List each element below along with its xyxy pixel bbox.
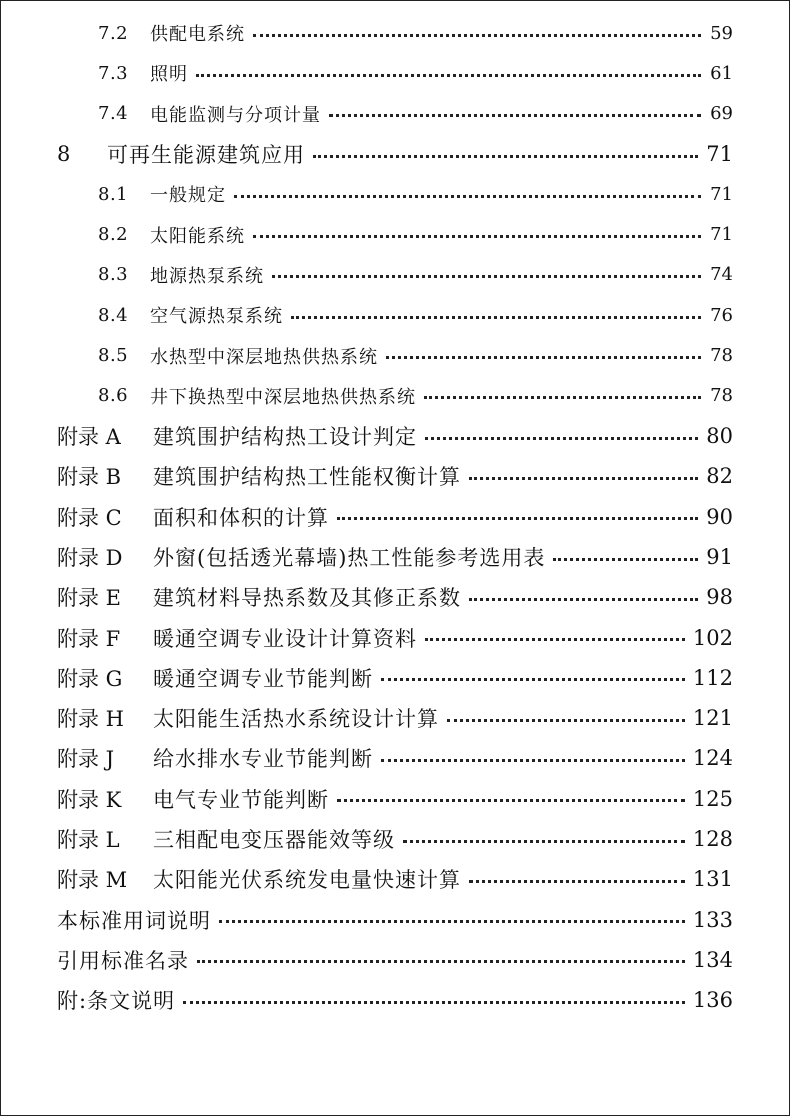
dot-leader: [381, 678, 685, 681]
dot-leader: [313, 155, 698, 158]
toc-entry-page-number: 76: [710, 304, 733, 326]
toc-entry-page-number: 74: [710, 264, 733, 286]
toc-entry[interactable]: [1, 940, 790, 980]
toc-entry-title: 外窗(包括透光幕墙)热工性能参考选用表: [153, 546, 546, 570]
toc-entry-number: 附录 G: [57, 666, 123, 691]
toc-entry-number: 附录 J: [57, 747, 115, 772]
dot-leader: [469, 598, 698, 601]
toc-entry-title: 电气专业节能判断: [153, 787, 329, 812]
toc-entry-title: 电能监测与分项计量: [150, 104, 321, 126]
toc-entry[interactable]: [1, 779, 790, 819]
toc-entry-number: 附录 F: [57, 626, 121, 651]
dot-leader: [337, 799, 685, 802]
toc-entry-page-number: 69: [710, 103, 733, 125]
toc-entry-page-number: 78: [710, 345, 733, 367]
toc-entry-page-number: 71: [706, 142, 733, 167]
dot-leader: [219, 920, 685, 923]
toc-entry-title: 暖通空调专业节能判断: [153, 666, 373, 691]
toc-entry-title: 一般规定: [150, 185, 226, 207]
toc-entry[interactable]: [1, 94, 790, 134]
dot-leader: [253, 235, 701, 238]
table-of-contents: [1, 13, 790, 1020]
toc-entry-number: 附录 H: [57, 707, 124, 732]
toc-entry-title: 建筑围护结构热工设计判定: [153, 425, 417, 450]
toc-entry[interactable]: [1, 819, 790, 859]
dot-leader: [469, 880, 685, 883]
dot-leader: [337, 517, 698, 520]
toc-entry-title: 引用标准名录: [57, 948, 189, 973]
toc-entry[interactable]: [1, 255, 790, 295]
toc-entry-title: 地源热泵系统: [150, 265, 264, 287]
toc-entry-number: 7.4: [98, 103, 129, 125]
toc-entry-number: 7.3: [98, 62, 129, 84]
toc-entry[interactable]: [1, 134, 790, 174]
toc-entry-page-number: 80: [706, 424, 733, 449]
toc-entry-number: 7.2: [98, 22, 129, 44]
dot-leader: [403, 840, 685, 843]
toc-entry-page-number: 134: [692, 947, 733, 972]
toc-entry-title: 太阳能生活热水系统设计计算: [153, 707, 439, 732]
toc-entry-page-number: 128: [692, 827, 733, 852]
dot-leader: [447, 719, 685, 722]
dot-leader: [424, 396, 701, 399]
toc-entry-page-number: 136: [692, 988, 733, 1013]
toc-entry-title: 本标准用词说明: [57, 908, 211, 933]
toc-entry[interactable]: [1, 174, 790, 214]
dot-leader: [291, 316, 701, 319]
toc-entry-page-number: 90: [706, 504, 733, 529]
dot-leader: [425, 638, 685, 641]
toc-entry[interactable]: [1, 214, 790, 254]
toc-entry-number: 8.1: [98, 183, 129, 205]
toc-entry-page-number: 133: [692, 907, 733, 932]
toc-entry-page-number: 91: [706, 545, 733, 569]
toc-entry[interactable]: [1, 859, 790, 899]
dot-leader: [196, 74, 701, 77]
toc-entry-page-number: 61: [710, 62, 733, 84]
toc-entry-page-number: 98: [706, 585, 733, 610]
toc-entry[interactable]: [1, 376, 790, 416]
toc-entry[interactable]: [1, 980, 790, 1020]
toc-entry-title: 可再生能源建筑应用: [107, 143, 305, 168]
toc-entry-number: 附录 M: [57, 868, 128, 893]
dot-leader: [253, 34, 701, 37]
toc-entry-title: 三相配电变压器能效等级: [153, 828, 395, 853]
toc-entry-number: 8: [57, 142, 71, 167]
toc-entry-title: 井下换热型中深层地热供热系统: [150, 386, 416, 408]
toc-entry-number: 附录 D: [57, 546, 123, 570]
toc-entry[interactable]: [1, 658, 790, 698]
dot-leader: [183, 1001, 685, 1004]
toc-entry-title: 建筑材料导热系数及其修正系数: [153, 586, 461, 611]
toc-entry[interactable]: [1, 497, 790, 537]
toc-entry[interactable]: [1, 900, 790, 940]
toc-entry-page-number: 121: [692, 706, 733, 731]
toc-entry[interactable]: [1, 456, 790, 496]
toc-entry[interactable]: [1, 13, 790, 53]
dot-leader: [272, 275, 701, 278]
toc-entry-page-number: 71: [710, 183, 733, 205]
toc-entry-title: 面积和体积的计算: [153, 505, 329, 530]
dot-leader: [425, 437, 698, 440]
toc-entry-title: 暖通空调专业设计计算资料: [153, 626, 417, 651]
toc-entry-page-number: 112: [692, 665, 733, 690]
dot-leader: [469, 477, 698, 480]
dot-leader: [553, 558, 698, 561]
toc-entry-number: 附录 E: [57, 586, 122, 611]
toc-entry-number: 8.3: [98, 264, 129, 286]
toc-entry-page-number: 125: [692, 786, 733, 811]
dot-leader: [381, 759, 685, 762]
toc-entry-title: 供配电系统: [150, 24, 245, 46]
toc-entry[interactable]: [1, 53, 790, 93]
toc-entry-page-number: 78: [710, 385, 733, 407]
toc-entry-page-number: 82: [706, 464, 733, 489]
toc-entry-page-number: 124: [692, 746, 733, 771]
toc-entry-number: 附录 K: [57, 787, 122, 812]
toc-entry-title: 照明: [150, 64, 188, 86]
toc-entry-number: 8.6: [98, 385, 129, 407]
toc-entry-title: 水热型中深层地热供热系统: [150, 346, 378, 368]
toc-entry-number: 附录 B: [57, 465, 122, 490]
toc-entry-page-number: 102: [692, 625, 733, 650]
toc-entry-title: 给水排水专业节能判断: [153, 747, 373, 772]
toc-entry[interactable]: [1, 617, 790, 657]
toc-entry-title: 太阳能光伏系统发电量快速计算: [153, 868, 461, 893]
toc-entry-page-number: 71: [710, 224, 733, 246]
toc-entry-title: 空气源热泵系统: [150, 306, 283, 328]
dot-leader: [386, 356, 701, 359]
toc-entry-title: 建筑围护结构热工性能权衡计算: [153, 465, 461, 490]
toc-entry[interactable]: [1, 537, 790, 577]
toc-entry-page-number: 131: [692, 867, 733, 892]
toc-entry[interactable]: [1, 738, 790, 778]
dot-leader: [329, 114, 701, 117]
dot-leader: [234, 195, 701, 198]
toc-entry-number: 8.4: [98, 304, 129, 326]
toc-entry[interactable]: [1, 577, 790, 617]
toc-entry[interactable]: [1, 416, 790, 456]
toc-entry-number: 8.2: [98, 224, 129, 246]
toc-entry[interactable]: [1, 295, 790, 335]
toc-entry-title: 附:条文说明: [57, 989, 176, 1014]
toc-entry-number: 8.5: [98, 345, 129, 367]
toc-entry[interactable]: [1, 335, 790, 375]
toc-entry-number: 附录 L: [57, 828, 120, 853]
toc-entry-title: 太阳能系统: [150, 225, 245, 247]
toc-entry-page-number: 59: [710, 22, 733, 44]
dot-leader: [197, 960, 685, 963]
toc-entry-number: 附录 C: [57, 505, 122, 530]
toc-entry[interactable]: [1, 698, 790, 738]
toc-entry-number: 附录 A: [57, 425, 121, 450]
